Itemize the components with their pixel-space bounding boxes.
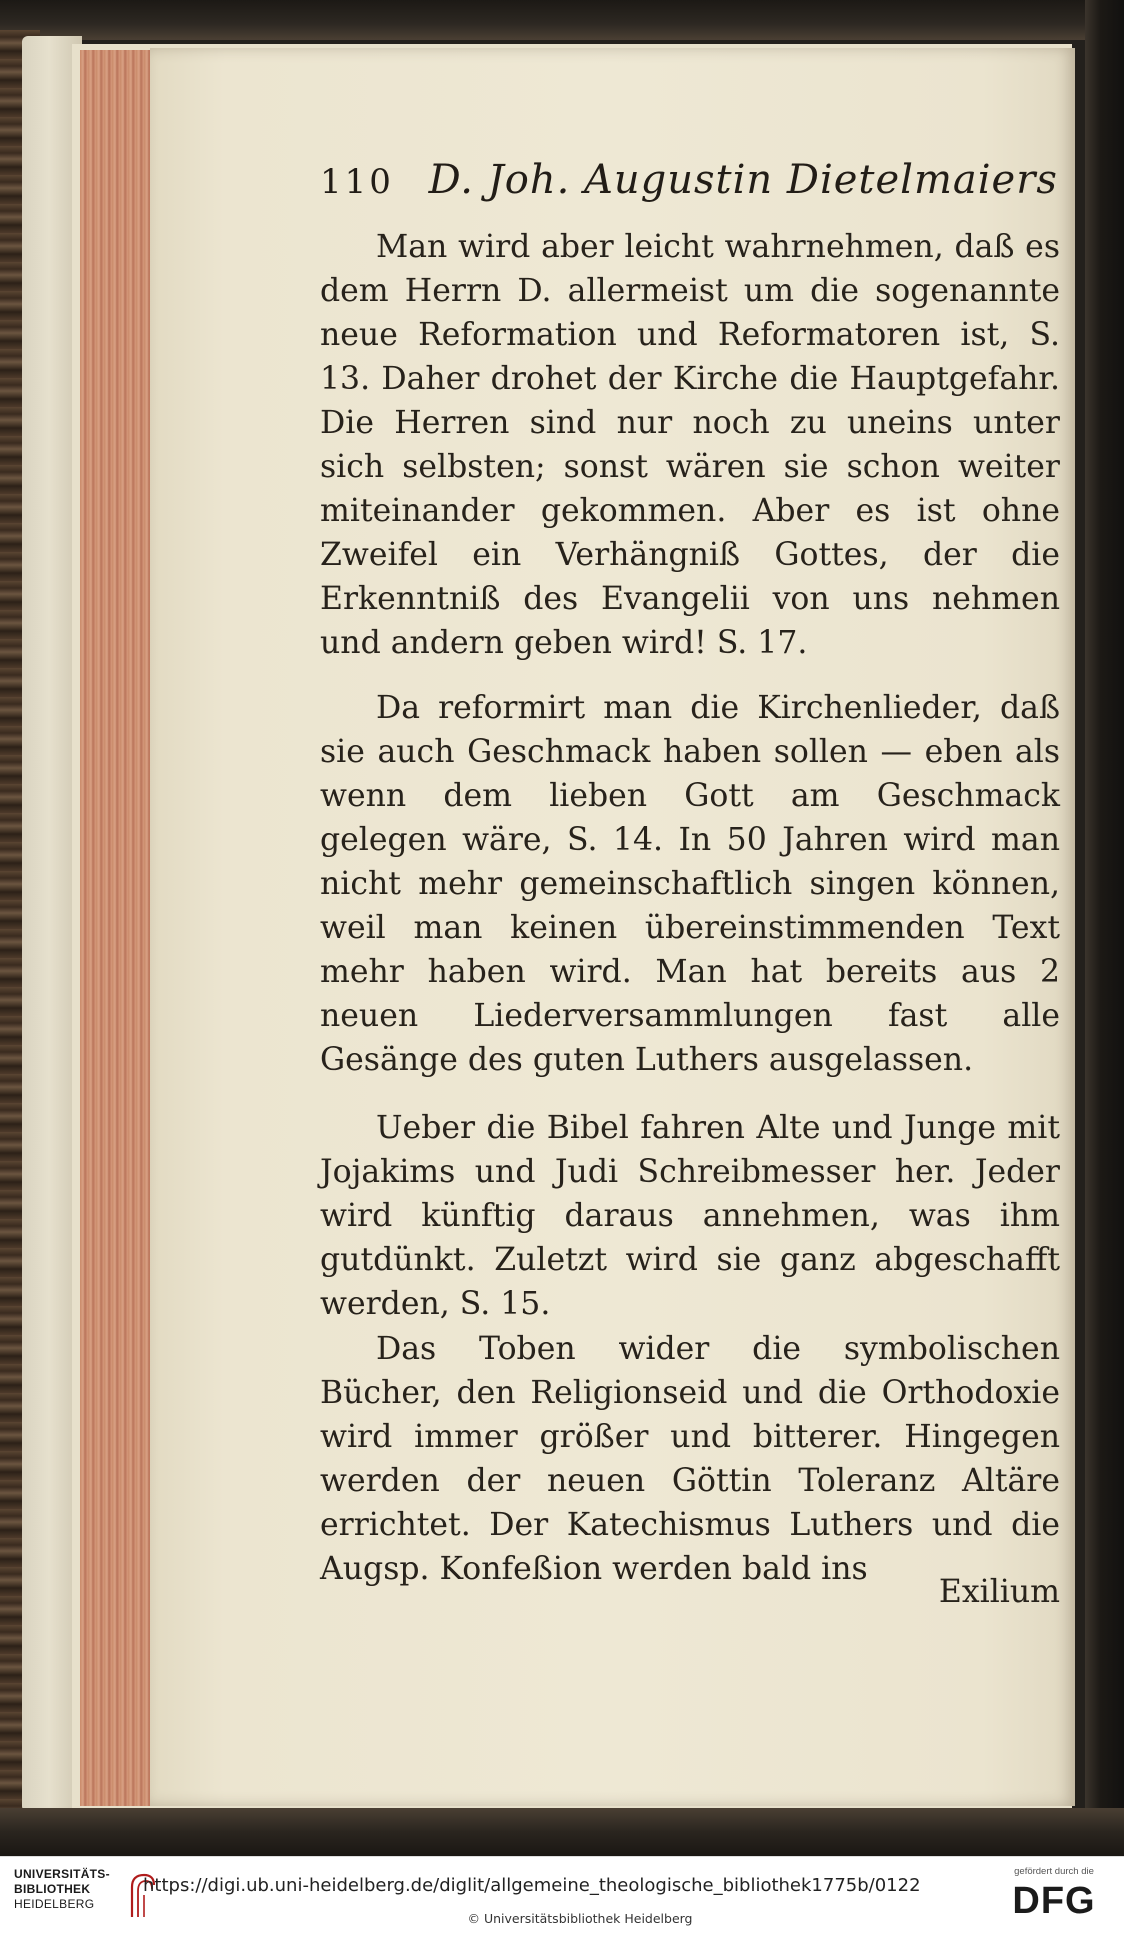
paragraph-3 [320, 1106, 1060, 1326]
paragraph-2-text: Da reformirt man die Kirchenlieder, daß sie auch Geschmack haben sollen — eben als wenn dem lieben Gott am Geschmack gelegen wäre, S. 14. In 50 Jahren wird man nicht mehr gemeinschaftlich singen können, weil man keinen übereinstimmenden Text mehr haben wird. Man hat bereits aus 2 neuen Liederversammlungen fast alle Gesänge des guten Luthers ausgelassen. [320, 690, 1060, 1078]
dfg-funding-note: gefördert durch die [1014, 1866, 1094, 1877]
book-cover-right [1085, 0, 1124, 1856]
copyright-notice: © Universitätsbibliothek Heidelberg [467, 1911, 693, 1926]
paragraph-1 [320, 225, 1060, 665]
library-logo-line-2: BIBLIOTHEK [14, 1882, 91, 1896]
paragraph-4-text: Das Toben wider die symbolischen Bücher, den Religionseid und die Orthodoxie wird immer größer und bitterer. Hingegen werden der neuen Göttin Toleranz Altäre errichtet. Der Katechismus Luthers und die Augsp. Konfeßion werden bald ins [320, 1331, 1060, 1587]
catchword: Exilium [938, 1574, 1060, 1610]
book-cover-top [0, 0, 1124, 40]
book-cover-bottom [0, 1808, 1124, 1856]
library-logo[interactable] [14, 1867, 144, 1929]
running-head [320, 150, 1060, 210]
paragraph-2 [320, 686, 1060, 1082]
dfg-logo[interactable] [994, 1865, 1114, 1931]
paragraph-4 [320, 1327, 1060, 1591]
library-logo-line-1: UNIVERSITÄTS- [14, 1867, 110, 1881]
page-fore-edge [80, 50, 150, 1806]
permalink-url[interactable]: https://digi.ub.uni-heidelberg.de/diglit/allgemeine_theologische_bibliothek1775b/0122 [143, 1875, 921, 1896]
library-logo-line-3: HEIDELBERG [14, 1897, 95, 1911]
dfg-wordmark: DFG [1012, 1880, 1096, 1922]
paragraph-1-text: Man wird aber leicht wahrnehmen, daß es dem Herrn D. allermeist um die sogenannte neue Reformation und Reformatoren ist, S. 13. Daher drohet der Kirche die Hauptgefahr. Die Herren sind nur noch zu uneins unter sich selbsten; sonst wären sie schon weiter miteinander gekommen. Aber es ist ohne Zweifel ein Verhängniß Gottes, der die Erkenntniß des Evangelii von uns nehmen und andern geben wird! S. 17. [320, 229, 1060, 661]
running-head-title: D. Joh. Augustin Dietelmaiers [428, 157, 1058, 203]
footer-bar [0, 1856, 1124, 1936]
paragraph-3-text: Ueber die Bibel fahren Alte und Junge mit Jojakims und Judi Schreibmesser her. Jeder wird künftig daraus annehmen, was ihm gutdünkt. Zuletzt wird sie ganz abgeschafft werden, S. 15. [320, 1110, 1060, 1322]
page-number: 110 [320, 162, 394, 202]
